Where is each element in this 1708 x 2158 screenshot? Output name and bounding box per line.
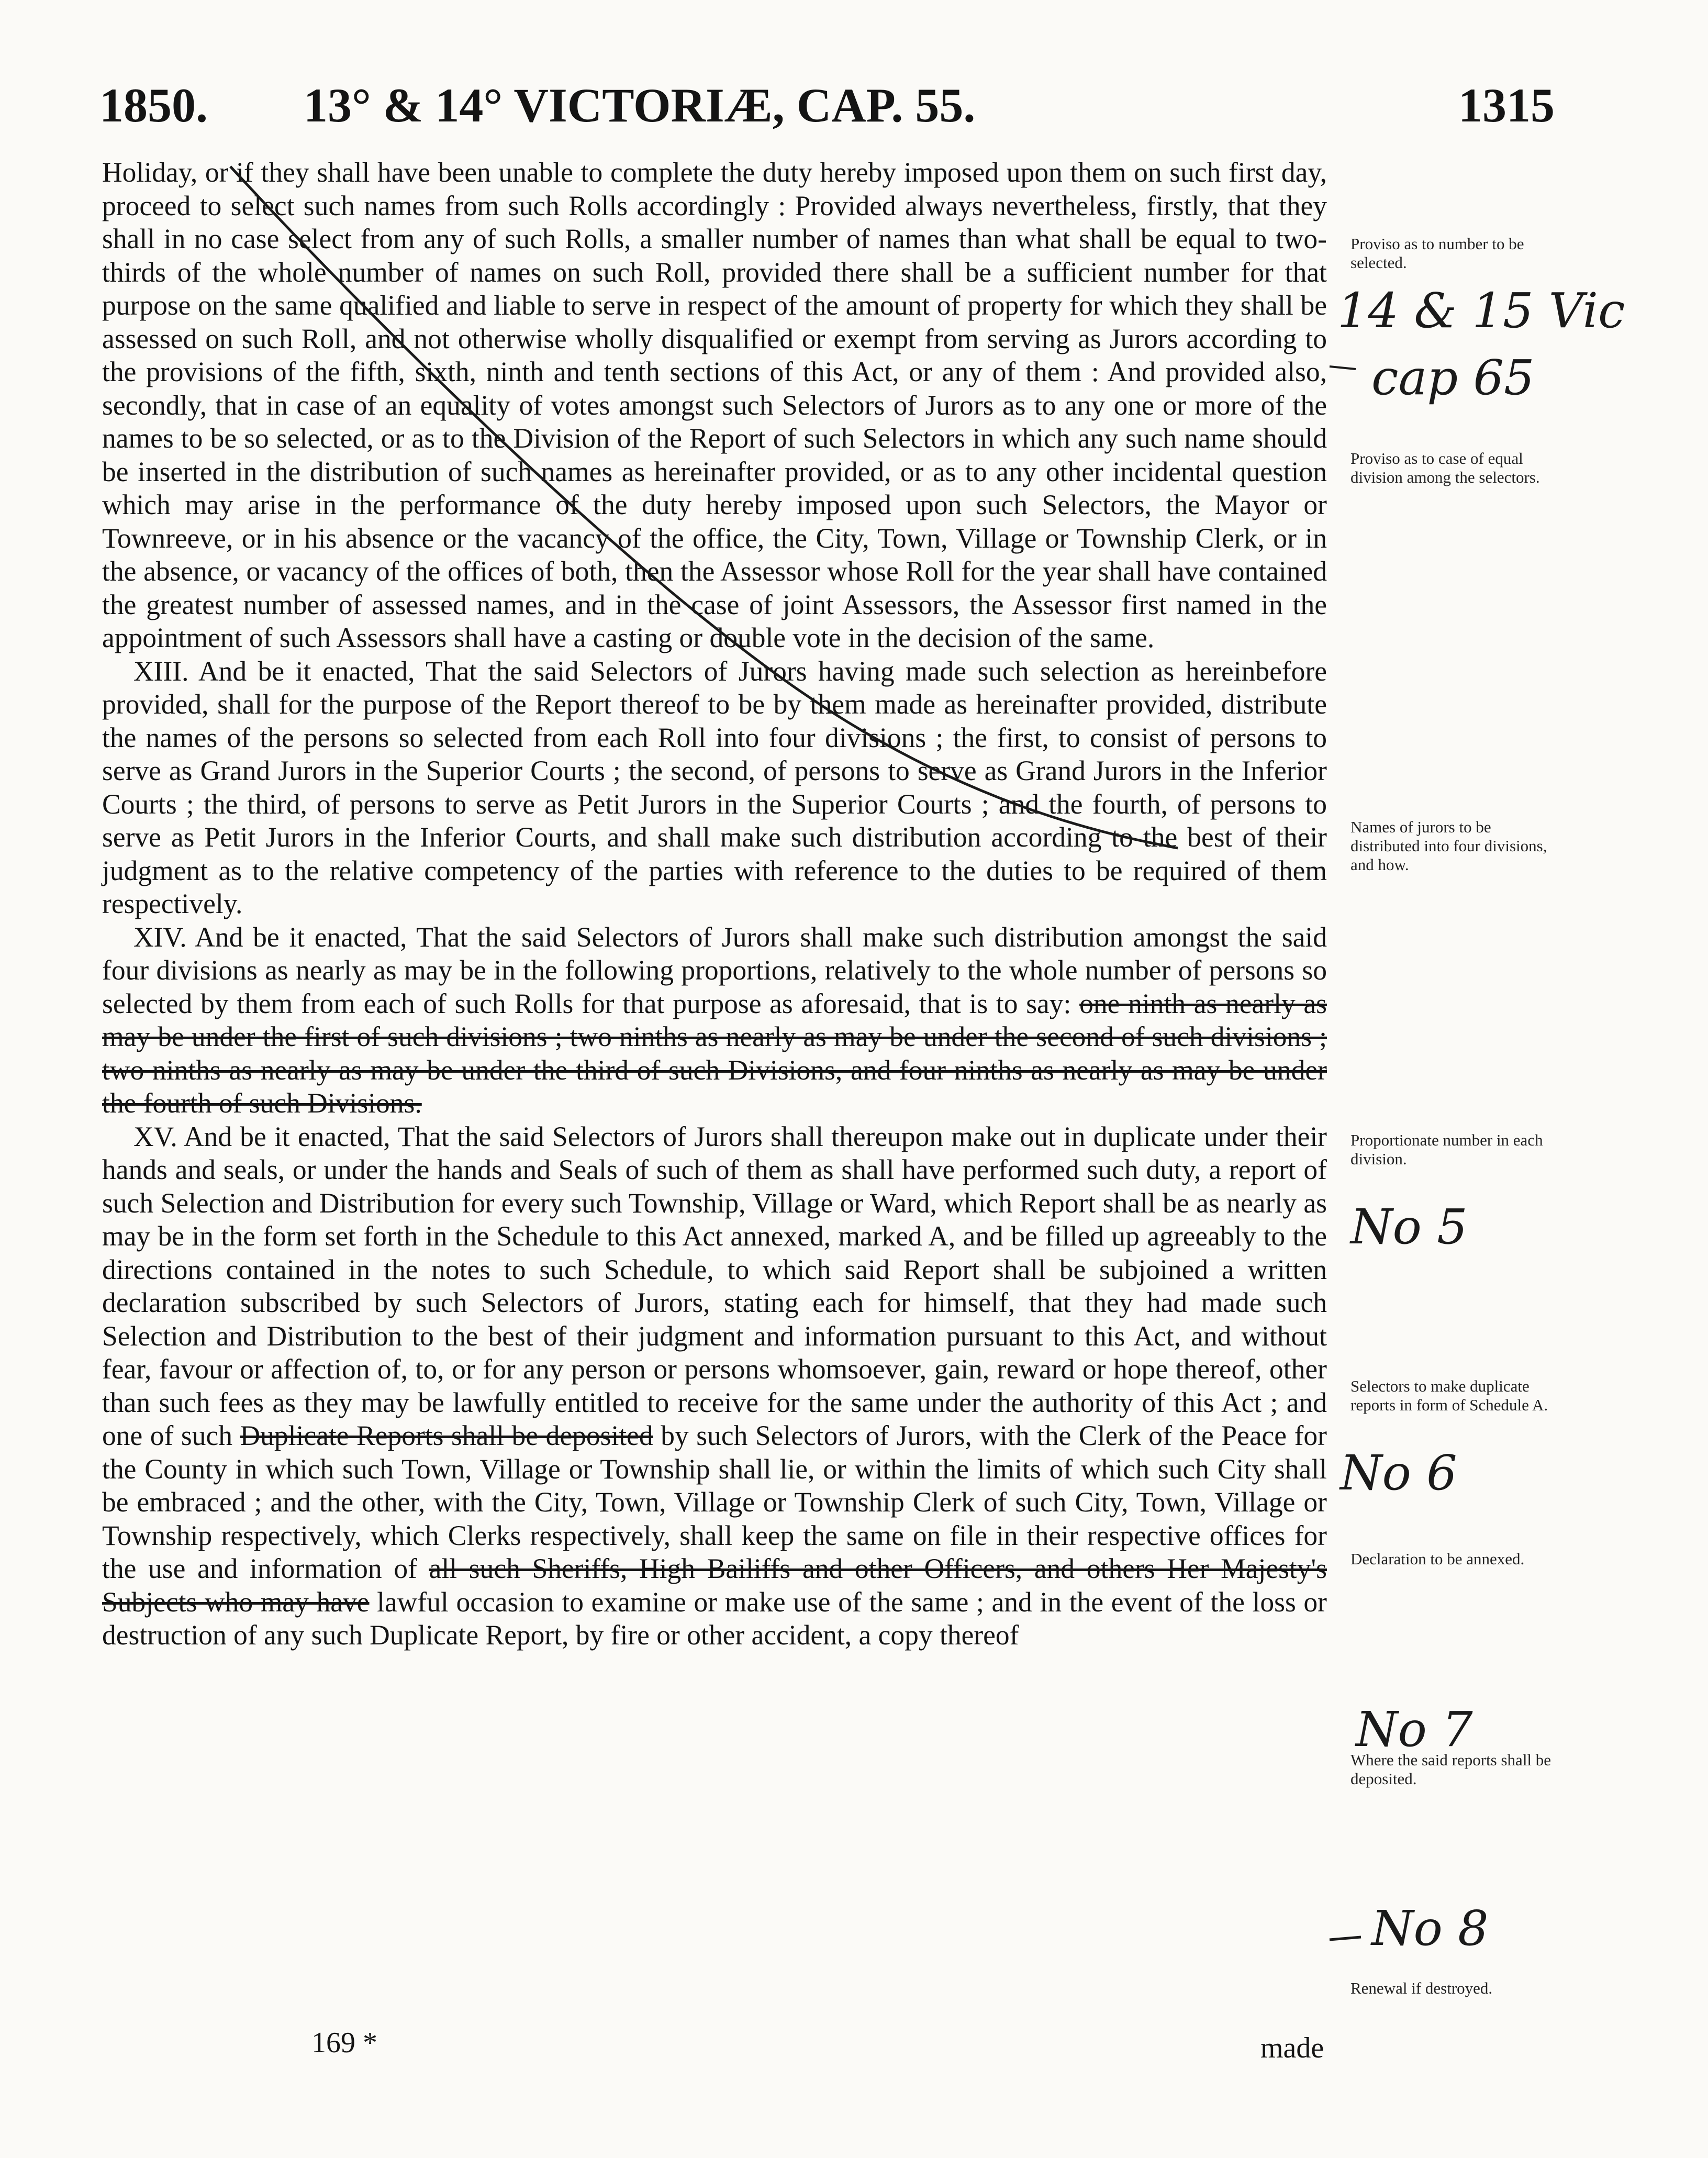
margin-note-renewal: Renewal if destroyed. <box>1350 1979 1493 1997</box>
catchword: made <box>1260 2032 1324 2064</box>
header-year: 1850. <box>99 79 208 132</box>
struck-deposit-text: Duplicate Reports shall be deposited <box>240 1420 653 1451</box>
handwritten-annotation-no8: No 8 <box>1371 1900 1489 1956</box>
handwritten-annotation-no7: No 7 <box>1356 1701 1473 1757</box>
signature-mark: 169 * <box>311 2027 377 2059</box>
section-xv-text-c: lawful occasion to examine or make use of the same ; and in the event of the loss or destruction of any such Duplicate Report, by fire or other accident, a copy thereof <box>102 1586 1327 1651</box>
struck-proportions-text: one ninth as nearly as may be under the first of such divisions ; two ninths as nearly as may be under the second of such divisions ; two ninths as nearly as may be under the third of such Divisions, and four ninths as nearly as may be under the fourth of such Divisions. <box>102 987 1327 1119</box>
margin-note-names-divisions: Names of jurors to be distributed into four divisions, and how. <box>1350 818 1547 874</box>
section-xiv-text: XIV. And be it enacted, That the said Selectors of Jurors shall make such distribution amongst the said four divisions as nearly as may be in the following proportions, relatively to the whole number of persons so selected by them from each of such Rolls for that purpose as aforesaid, that is to say: <box>102 921 1327 1019</box>
section-xv-text-b: by such Selectors of Jurors, with the Clerk of the Peace for the County in which such Town, Village or Township shall lie, or within the limits of which such City shall be embraced ; and the other, with the City, Town, Village or Township Clerk of such City, Town, Village or Township respectively, which Clerks respectively, shall keep the same on file in their respective offices for the use and information of <box>102 1420 1327 1584</box>
header-page-number: 1315 <box>1458 79 1555 132</box>
struck-officers-text: all such Sheriffs, High Bailiffs and other Officers, and others Her Majesty's Subjects who may have <box>102 1553 1327 1618</box>
handwritten-annotation-no5: No 5 <box>1350 1199 1468 1255</box>
margin-connector-line-2 <box>1330 1937 1361 1940</box>
margin-note-proviso-equal: Proviso as to case of equal division among the selectors. <box>1350 449 1540 486</box>
section-xiii: XIII. And be it enacted, That the said Selectors of Jurors having made such selection as hereinbefore provided, shall for the purpose of the Report thereof to be by them made as hereinafter provided, distribute the names of the persons so selected from each Roll into four divisions ; the first, to consist of persons to serve as Grand Jurors in the Superior Courts ; the second, of persons to serve as Grand Jurors in the Inferior Courts ; the third, of persons to serve as Petit Jurors in the Superior Courts ; and the fourth, of persons to serve as Petit Jurors in the Inferior Courts, and shall make such distribution according to the best of their judgment as to the relative competency of the parties with reference to the duties to be required of them respectively. <box>102 655 1327 919</box>
section-xv-text-a: XV. And be it enacted, That the said Selectors of Jurors shall thereupon make out in duplicate under their hands and seals, or under the hands and Seals of such of them as shall have performed such duty, a report of such Selection and Distribution for every such Township, Village or Ward, which Report shall be as nearly as may be in the form set forth in the Schedule to this Act annexed, marked A, and be filled up agreeably to the directions contained in the notes to such Schedule, to which said Report shall be subjoined a written declaration subscribed by such Selectors of Jurors, stating each for himself, that they had made such Selection and Distribution to the best of their judgment and information pursuant to this Act, and without fear, favour or affection of, to, or for any person or persons whomsoever, gain, reward or hope thereof, other than such fees as they may be lawfully entitled to receive for the same under the authority of this Act ; and one of such <box>102 1120 1327 1451</box>
margin-note-proviso-number: Proviso as to number to be selected. <box>1350 235 1524 272</box>
diagonal-strike-line <box>230 166 1178 848</box>
margin-connector-line-1 <box>1330 366 1356 369</box>
margin-note-proportionate: Proportionate number in each division. <box>1350 1131 1543 1168</box>
margin-note-deposited: Where the said reports shall be deposited. <box>1350 1751 1551 1788</box>
handwritten-annotation-no6: No 6 <box>1340 1445 1457 1501</box>
margin-note-declaration: Declaration to be annexed. <box>1350 1550 1525 1568</box>
paragraph-proviso-continued: Holiday, or if they shall have been unable to complete the duty hereby imposed upon them on such first day, proceed to select such names from such Rolls accordingly : Provided always nevertheless, firstly, that they shall in no case select from any of such Rolls, a smaller number of names than what shall be equal to two-thirds of the whole number of names on such Roll, provided there shall be a sufficient number for that purpose on the same qualified and liable to serve in respect of the amount of property for which they shall be assessed on such Roll, and not otherwise wholly disqualified or exempt from serving as Jurors according to the provisions of the fifth, sixth, ninth and tenth sections of this Act, or any of them : And provided also, secondly, that in case of an equality of votes amongst such Selectors of Jurors as to any one or more of the names to be so selected, or as to the Division of the Report of such Selectors in which any such name should be inserted in the distribution of such names as hereinafter provided, or as to any other incidental question which may arise in the performance of the duty hereby imposed upon such Selectors, the Mayor or Townreeve, or in his absence or the vacancy of the office, the City, Town, Village or Township Clerk, or in the absence, or vacancy of the offices of both, then the Assessor whose Roll for the year shall have contained the greatest number of assessed names, and in the case of joint Assessors, the Assessor first named in the appointment of such Assessors shall have a casting or double vote in the decision of the same. <box>102 157 1327 653</box>
header-title: 13° & 14° VICTORIÆ, CAP. 55. <box>304 79 976 132</box>
margin-note-duplicate-reports: Selectors to make duplicate reports in form of Schedule A. <box>1350 1377 1548 1414</box>
handwritten-annotation-act: 14 & 15 Vic <box>1337 283 1625 339</box>
handwritten-annotation-cap: cap 65 <box>1371 350 1535 406</box>
